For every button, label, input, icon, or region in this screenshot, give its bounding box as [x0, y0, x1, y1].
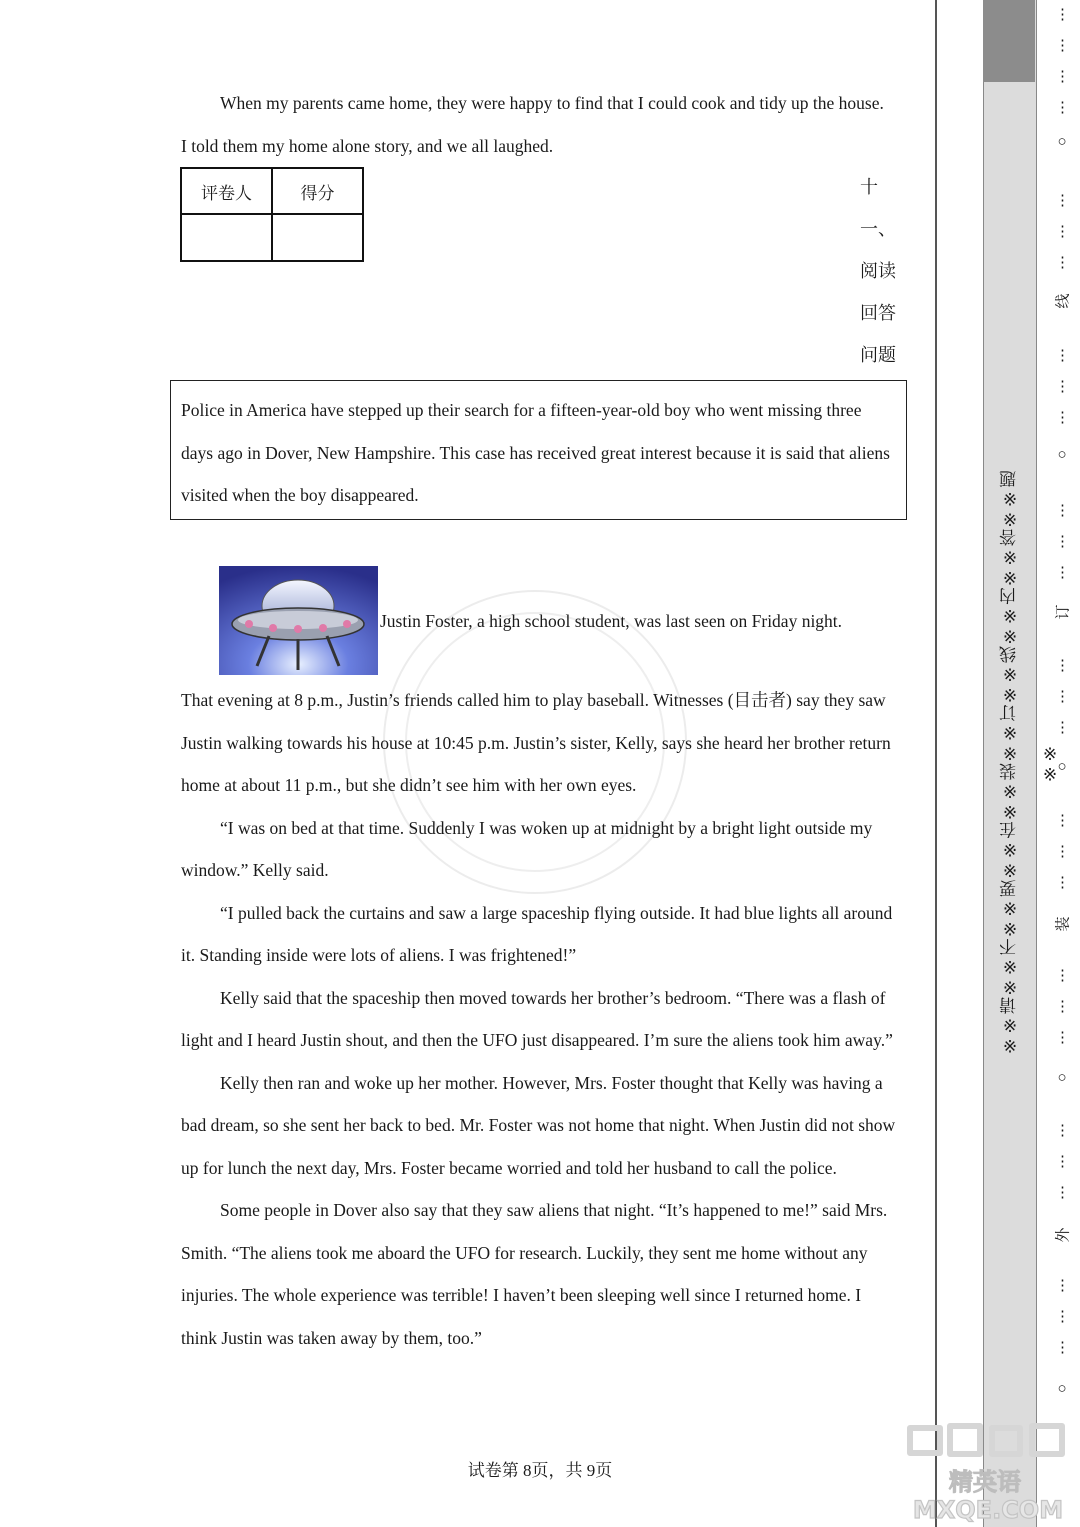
binding-circle-mark: ○	[1057, 1381, 1067, 1397]
dot-mark: ⋮	[1055, 1154, 1070, 1170]
reviewer-header: 评卷人	[181, 168, 272, 214]
binding-circle-mark: ○	[1057, 134, 1067, 150]
score-table	[180, 167, 364, 262]
dot-mark: ⋮	[1055, 720, 1070, 736]
dot-mark: ⋮	[1055, 658, 1070, 674]
dot-mark: ⋮	[1055, 1340, 1070, 1356]
dot-mark: ⋮	[1055, 193, 1070, 209]
logo-url-text: MXQE.COM	[912, 1496, 1064, 1523]
ufo-image	[219, 566, 378, 675]
binding-line-mark: 线	[1055, 293, 1072, 309]
dot-mark: ⋮	[1055, 968, 1070, 984]
section-title-line: 一、	[860, 219, 896, 239]
dot-mark: ⋮	[1055, 1309, 1070, 1325]
dot-mark: ⋮	[1055, 813, 1070, 829]
section-title-line: 十	[860, 177, 878, 197]
dot-mark: ⋮	[1055, 69, 1070, 85]
section-title-line: 阅读	[860, 261, 896, 281]
dot-mark: ⋮	[1055, 379, 1070, 395]
dot-mark: ⋮	[1055, 1123, 1070, 1139]
binding-warning-text: ※※请※※不※※要※※在※※装※※订※※线※※内※※答※※题※※	[1000, 470, 1060, 1056]
dot-mark: ⋮	[1055, 100, 1070, 116]
binding-outer-mark: 外	[1055, 1227, 1072, 1243]
intro-paragraph: When my parents came home, they were happy to find that I could cook and tidy up the house. I told them my home alone story, and we all laughed.	[181, 93, 884, 156]
dot-mark: ⋮	[1055, 348, 1070, 364]
binding-band-top	[983, 0, 1035, 82]
dot-mark: ⋮	[1055, 255, 1070, 271]
dot-mark: ⋮	[1055, 410, 1070, 426]
dot-mark: ⋮	[1055, 224, 1070, 240]
score-cell[interactable]	[272, 214, 363, 261]
binding-circle-mark: ○	[1057, 447, 1067, 463]
logo-text: 精英语	[949, 1468, 1021, 1496]
dot-mark: ⋮	[1055, 999, 1070, 1015]
site-logo	[900, 1418, 1075, 1523]
binding-bind-mark: 订	[1055, 604, 1072, 620]
dot-mark: ⋮	[1055, 38, 1070, 54]
dot-mark: ⋮	[1055, 7, 1070, 23]
article-paragraph: That evening at 8 p.m., Justin’s friends called him to play baseball. Witnesses (目击者) say they saw Justin walking towards his house at 10:45 p.m. Justin’s sister, Kelly, says she heard her brother return home at about 11 p.m., but she didn’t see him with her own eyes.	[181, 690, 891, 795]
page-footer: 试卷第 8页，共 9页	[467, 1461, 613, 1480]
dot-mark: ⋮	[1055, 1185, 1070, 1201]
reading-intro-box	[170, 380, 907, 520]
article-paragraph: Kelly said that the spaceship then moved towards her brother’s bedroom. “There was a flash of light and I heard Justin shout, and then the UFO just disappeared. I’m sure the aliens took him away.”	[181, 987, 893, 1050]
dot-mark: ⋮	[1055, 875, 1070, 891]
binding-fold-mark: 装	[1055, 916, 1072, 932]
box-paragraph: Police in America have stepped up their search for a fifteen-year-old boy who went missing three days ago in Dover, New Hampshire. This case has received great interest because it is said that aliens visited when the boy disappeared.	[181, 400, 890, 505]
dot-mark: ⋮	[1055, 844, 1070, 860]
article-paragraph: “I pulled back the curtains and saw a large spaceship flying outside. It had blue lights all around it. Standing inside were lots of aliens. I was frightened!”	[181, 902, 893, 965]
dot-mark: ⋮	[1055, 565, 1070, 581]
ufo-caption-line: Justin Foster, a high school student, was last seen on Friday night.	[380, 611, 843, 631]
article-paragraph: Some people in Dover also say that they saw aliens that night. “It’s happened to me!” said Mrs. Smith. “The aliens took me aboard the UFO for research. Luckily, they sent me home without any injuries. The whole experience was terrible! I haven’t been sleeping well since I returned home. I think Justin was taken away by them, too.”	[181, 1200, 888, 1348]
binding-dotted-line	[1055, 5, 1072, 1425]
section-title	[860, 166, 900, 376]
section-title-line: 回答	[860, 303, 896, 323]
dot-mark: ⋮	[1055, 689, 1070, 705]
section-title-line: 问题	[860, 345, 896, 365]
article-paragraph: “I was on bed at that time. Suddenly I was woken up at midnight by a bright light outside my window.” Kelly said.	[181, 817, 873, 880]
binding-margin-line	[935, 0, 937, 1527]
dot-mark: ⋮	[1055, 1030, 1070, 1046]
dot-mark: ⋮	[1055, 534, 1070, 550]
score-header: 得分	[272, 168, 363, 214]
reviewer-cell[interactable]	[181, 214, 272, 261]
binding-circle-mark: ○	[1057, 759, 1067, 775]
article-paragraph: Kelly then ran and woke up her mother. However, Mrs. Foster thought that Kelly was having a bad dream, so she sent her back to bed. Mr. Foster was not home that night. When Justin did not show up for lunch the next day, Mrs. Foster became worried and told her husband to call the police.	[181, 1072, 896, 1178]
dot-mark: ⋮	[1055, 503, 1070, 519]
article-body	[181, 679, 896, 1359]
binding-circle-mark: ○	[1057, 1070, 1067, 1086]
dot-mark: ⋮	[1055, 1278, 1070, 1294]
